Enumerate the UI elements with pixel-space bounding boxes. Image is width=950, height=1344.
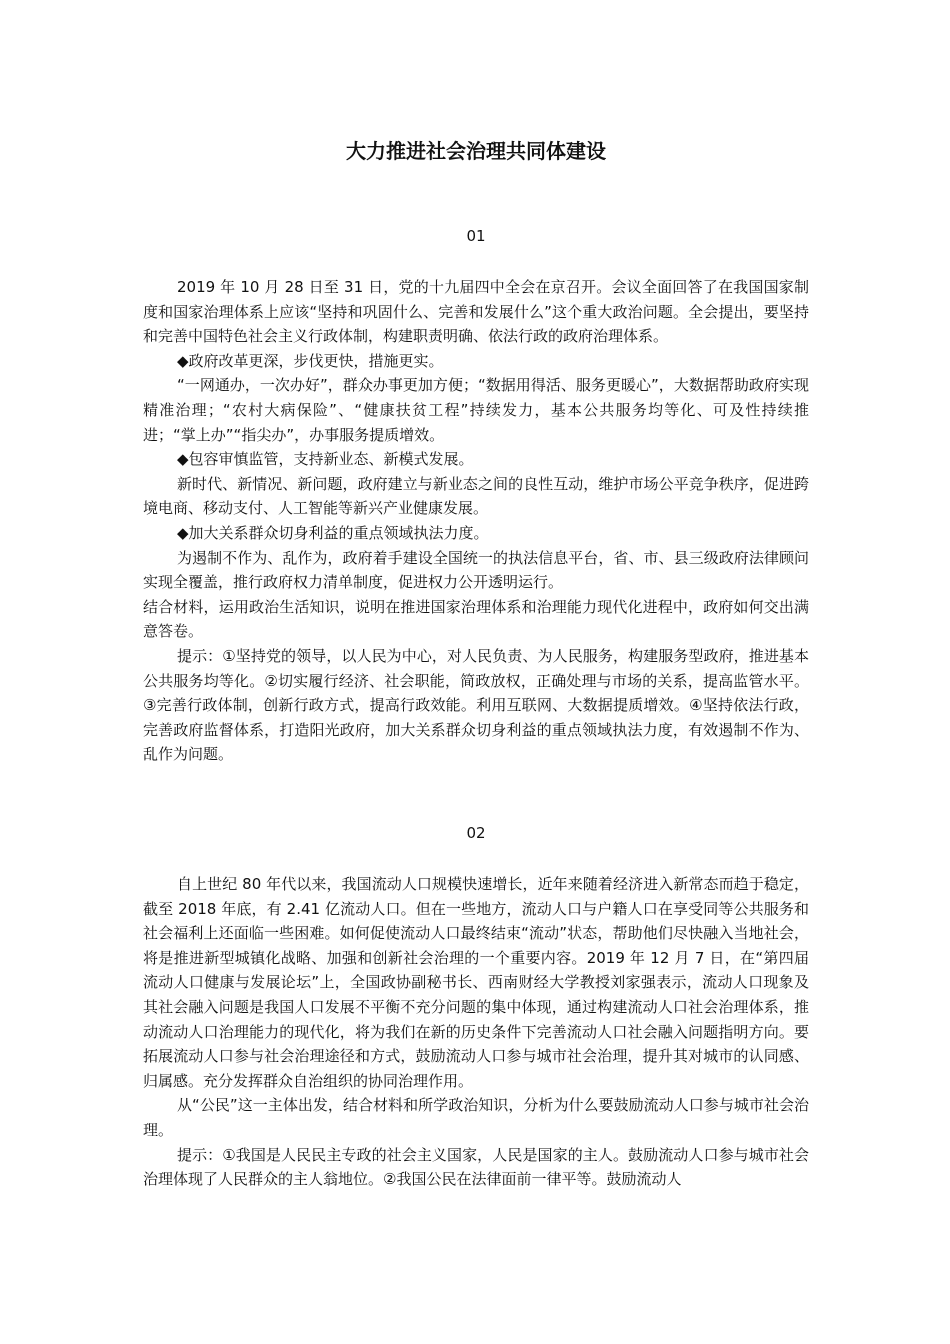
section-01-point-1-heading: ◆政府改革更深，步伐更快，措施更实。 (177, 351, 444, 370)
section-number-01: 01 (466, 227, 486, 245)
section-01-point-3-heading: ◆加大关系群众切身利益的重点领域执法力度。 (177, 523, 489, 542)
section-02-material-paragraph: 自上世纪 80 年代以来，我国流动人口规模快速增长，近年来随着经济进入新常态而趋于稳定，截至 2018 年底，有 2.41 亿流动人口。但在一些地方，流动人口与户籍人口在享受同等公共服务和社会福利上还面临一些困难。如何促使流动人口最终结束“流动”状态，帮助他们尽快融入当地社会，将是推进新型城镇化战略、加强和创新社会治理的一个重要内容。2019 年 12 月 7 日，在“第四届流动人口健康与发展论坛”上，全国政协副秘书长、西南财经大学教授刘家强表示，流动人口现象及其社会融入问题是我国人口发展不平衡不充分问题的集中体现，通过构建流动人口社会治理体系，推动流动人口治理能力的现代化，将为我们在新的历史条件下完善流动人口社会融入问题指明方向。要拓展流动人口参与社会治理途径和方式，鼓励流动人口参与城市社会治理，提升其对城市的认同感、归属感。充分发挥群众自治组织的协同治理作用。 (143, 875, 809, 1090)
section-01-point-2-heading: ◆包容审慎监管，支持新业态、新模式发展。 (177, 450, 474, 469)
section-02-answer-hint: 提示：①我国是人民民主专政的社会主义国家，人民是国家的主人。鼓励流动人口参与城市社会治理体现了人民群众的主人翁地位。②我国公民在法律面前一律平等。鼓励流动人 (143, 1145, 809, 1189)
section-number-02: 02 (466, 824, 486, 842)
section-01-body (143, 275, 809, 767)
section-02-question: 从“公民”这一主体出发，结合材料和所学政治知识，分析为什么要鼓励流动人口参与城市社会治理。 (143, 1096, 809, 1139)
section-02-body (143, 872, 809, 1192)
section-01-answer-hint: 提示：①坚持党的领导，以人民为中心，对人民负责、为人民服务，构建服务型政府，推进基本公共服务均等化。②切实履行经济、社会职能，简政放权，正确处理与市场的关系，提高监管水平。③完善行政体制，创新行政方式，提高行政效能。利用互联网、大数据提质增效。④坚持依法行政，完善政府监督体系，打造阳光政府，加大关系群众切身利益的重点领域执法力度，有效遏制不作为、乱作为问题。 (143, 646, 809, 764)
document-title: 大力推进社会治理共同体建设 (346, 139, 606, 163)
section-01-point-1-text: “一网通办，一次办好”，群众办事更加方便；“数据用得活、服务更暖心”，大数据帮助政府实现精准治理；“农村大病保险”、“健康扶贫工程”持续发力，基本公共服务均等化、可及性持续推进；“掌上办”“指尖办”，办事服务提质增效。 (143, 376, 809, 444)
section-01-intro-paragraph: 2019 年 10 月 28 日至 31 日，党的十九届四中全会在京召开。会议全面回答了在我国国家制度和国家治理体系上应该“坚持和巩固什么、完善和发展什么”这个重大政治问题。全会提出，要坚持和完善中国特色社会主义行政体制，构建职责明确、依法行政的政府治理体系。 (143, 278, 809, 346)
section-01-question: 结合材料，运用政治生活知识，说明在推进国家治理体系和治理能力现代化进程中，政府如何交出满意答卷。 (143, 597, 809, 641)
section-01-point-3-text: 为遏制不作为、乱作为，政府着手建设全国统一的执法信息平台，省、市、县三级政府法律顾问实现全覆盖，推行政府权力清单制度，促进权力公开透明运行。 (143, 548, 809, 592)
section-01-point-2-text: 新时代、新情况、新问题，政府建立与新业态之间的良性互动，维护市场公平竞争秩序，促进跨境电商、移动支付、人工智能等新兴产业健康发展。 (143, 474, 809, 518)
